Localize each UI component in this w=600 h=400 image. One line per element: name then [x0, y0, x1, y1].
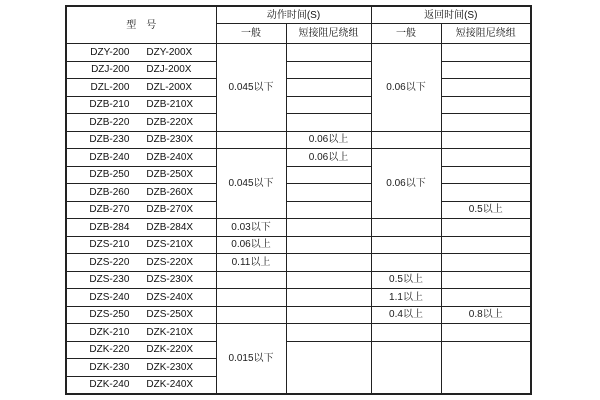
return-damping-cell — [441, 166, 531, 184]
action-general-cell: 0.11以上 — [216, 254, 286, 272]
table-body — [66, 44, 531, 394]
return-damping-cell — [441, 271, 531, 289]
model-cell — [66, 289, 216, 307]
return-damping-cell: 0.5以上 — [441, 201, 531, 219]
model-cell — [66, 131, 216, 149]
action-damping-cell — [286, 114, 371, 132]
model-cell — [66, 236, 216, 254]
model-code: DZJ-200X — [146, 64, 192, 76]
model-cell — [66, 114, 216, 132]
return-damping-cell — [441, 341, 531, 394]
action-damping-cell — [286, 61, 371, 79]
header-action-damping: 短接阻尼绕组 — [286, 24, 371, 44]
return-general-cell — [371, 219, 441, 237]
return-general-cell — [371, 324, 441, 342]
model-code: DZK-220 — [89, 344, 130, 356]
model-code: DZY-200 — [90, 46, 130, 58]
model-cell — [66, 61, 216, 79]
return-damping-cell — [441, 96, 531, 114]
action-damping-cell — [286, 271, 371, 289]
table-row — [66, 201, 531, 219]
model-code: DZS-230X — [146, 274, 194, 286]
action-damping-cell — [286, 44, 371, 62]
header-row-groups — [66, 6, 531, 24]
return-general-cell: 0.5以上 — [371, 271, 441, 289]
model-code: DZL-200X — [146, 81, 192, 93]
model-code: DZB-270X — [146, 204, 194, 216]
model-code: DZS-250 — [89, 309, 130, 321]
table-row — [66, 341, 531, 359]
return-general-cell — [371, 341, 441, 394]
table-row — [66, 289, 531, 307]
model-cell — [66, 44, 216, 62]
model-code: DZB-230 — [89, 134, 130, 146]
header-action-general: 一般 — [216, 24, 286, 44]
model-code: DZB-220X — [146, 116, 194, 128]
model-cell — [66, 201, 216, 219]
model-code: DZS-240 — [89, 291, 130, 303]
table-row — [66, 219, 531, 237]
model-code: DZB-284X — [146, 221, 194, 233]
model-cell — [66, 166, 216, 184]
model-code: DZK-240X — [146, 379, 194, 390]
model-cell — [66, 254, 216, 272]
header-return-time: 返回时间(S) — [371, 6, 531, 24]
model-cell — [66, 96, 216, 114]
table-row — [66, 166, 531, 184]
table-row — [66, 79, 531, 97]
model-code: DZB-220 — [89, 116, 130, 128]
action-damping-cell — [286, 306, 371, 324]
table-row — [66, 114, 531, 132]
action-damping-cell — [286, 96, 371, 114]
model-code: DZK-230X — [146, 361, 194, 373]
model-code: DZK-240 — [89, 379, 130, 390]
return-general-cell — [371, 236, 441, 254]
return-general-cell: 0.06以下 — [371, 44, 441, 132]
model-code: DZS-220 — [89, 256, 130, 268]
table-row — [66, 44, 531, 62]
model-code: DZS-210X — [146, 239, 194, 251]
table-row — [66, 306, 531, 324]
table-row — [66, 324, 531, 342]
action-damping-cell — [286, 341, 371, 394]
action-damping-cell — [286, 324, 371, 342]
return-damping-cell — [441, 114, 531, 132]
model-code: DZB-210X — [146, 99, 194, 111]
return-general-cell: 1.1以上 — [371, 289, 441, 307]
table-row — [66, 236, 531, 254]
header-return-damping: 短接阻尼绕组 — [441, 24, 531, 44]
model-cell — [66, 271, 216, 289]
return-damping-cell — [441, 131, 531, 149]
return-general-cell — [371, 131, 441, 149]
action-general-cell — [216, 289, 286, 307]
table-row — [66, 96, 531, 114]
action-general-cell — [216, 131, 286, 149]
model-cell — [66, 149, 216, 167]
table-row — [66, 271, 531, 289]
action-general-cell: 0.06以上 — [216, 236, 286, 254]
return-damping-cell — [441, 254, 531, 272]
action-general-cell: 0.015以下 — [216, 324, 286, 394]
table-row — [66, 131, 531, 149]
table-header — [66, 6, 531, 44]
action-damping-cell — [286, 254, 371, 272]
action-general-cell — [216, 306, 286, 324]
model-code: DZS-240X — [146, 291, 194, 303]
model-cell — [66, 306, 216, 324]
return-damping-cell — [441, 236, 531, 254]
model-cell — [66, 184, 216, 202]
header-model: 型 号 — [66, 6, 216, 44]
action-damping-cell: 0.06以上 — [286, 149, 371, 167]
model-code: DZS-210 — [89, 239, 130, 251]
model-cell — [66, 219, 216, 237]
model-code: DZS-230 — [89, 274, 130, 286]
return-damping-cell — [441, 149, 531, 167]
model-code: DZB-230X — [146, 134, 194, 146]
model-code: DZS-220X — [146, 256, 194, 268]
return-damping-cell: 0.8以上 — [441, 306, 531, 324]
model-code: DZK-230 — [89, 361, 130, 373]
return-damping-cell — [441, 289, 531, 307]
model-code: DZY-200X — [146, 46, 193, 58]
model-code: DZS-250X — [146, 309, 194, 321]
table-row — [66, 254, 531, 272]
model-code: DZB-250 — [89, 169, 130, 181]
header-action-time: 动作时间(S) — [216, 6, 371, 24]
model-code: DZB-210 — [89, 99, 130, 111]
model-code: DZB-284 — [89, 221, 130, 233]
action-damping-cell — [286, 166, 371, 184]
action-general-cell: 0.045以下 — [216, 149, 286, 219]
model-cell — [66, 359, 216, 377]
action-damping-cell — [286, 219, 371, 237]
action-general-cell — [216, 271, 286, 289]
action-damping-cell — [286, 184, 371, 202]
model-code: DZK-220X — [146, 344, 194, 356]
model-code: DZB-240 — [89, 151, 130, 163]
model-cell — [66, 324, 216, 342]
return-general-cell: 0.06以下 — [371, 149, 441, 219]
action-general-cell: 0.03以下 — [216, 219, 286, 237]
model-code: DZK-210X — [146, 326, 194, 338]
model-code: DZB-240X — [146, 151, 194, 163]
model-code: DZB-270 — [89, 204, 130, 216]
action-general-cell: 0.045以下 — [216, 44, 286, 132]
model-cell — [66, 79, 216, 97]
action-damping-cell — [286, 236, 371, 254]
model-cell — [66, 341, 216, 359]
model-code: DZB-250X — [146, 169, 194, 181]
model-code: DZB-260X — [146, 186, 194, 198]
relay-timing-table — [65, 5, 532, 395]
action-damping-cell — [286, 79, 371, 97]
table-row — [66, 61, 531, 79]
model-code: DZB-260 — [89, 186, 130, 198]
table-row — [66, 149, 531, 167]
return-damping-cell — [441, 44, 531, 62]
return-damping-cell — [441, 184, 531, 202]
return-damping-cell — [441, 324, 531, 342]
table-row — [66, 184, 531, 202]
return-damping-cell — [441, 79, 531, 97]
action-damping-cell: 0.06以上 — [286, 131, 371, 149]
return-damping-cell — [441, 219, 531, 237]
model-code: DZL-200 — [90, 81, 130, 93]
return-damping-cell — [441, 61, 531, 79]
return-general-cell: 0.4以上 — [371, 306, 441, 324]
model-code: DZJ-200 — [91, 64, 130, 76]
action-damping-cell — [286, 289, 371, 307]
action-damping-cell — [286, 201, 371, 219]
header-return-general: 一般 — [371, 24, 441, 44]
model-cell — [66, 376, 216, 394]
return-general-cell — [371, 254, 441, 272]
model-code: DZK-210 — [89, 326, 130, 338]
